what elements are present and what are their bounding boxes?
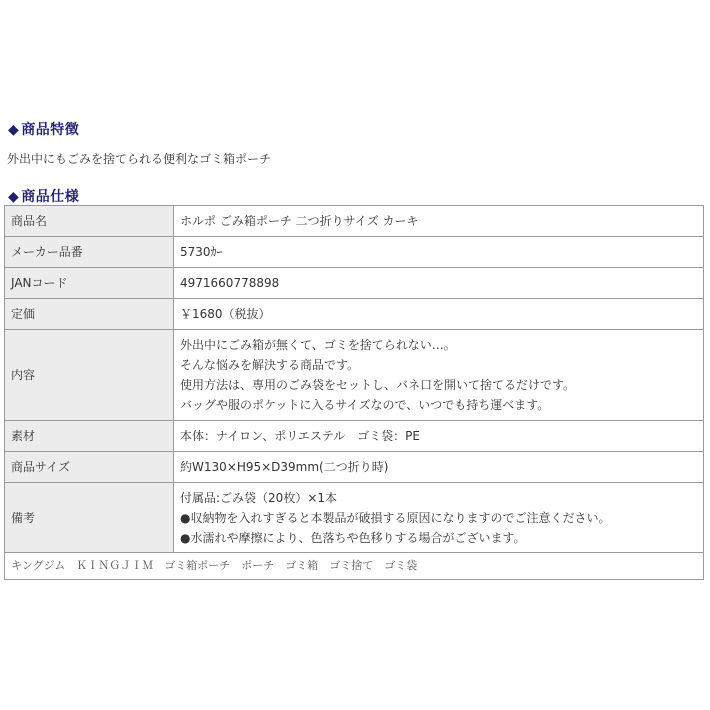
row-value-multiline — [174, 483, 704, 553]
section-title: 商品仕様 — [21, 189, 80, 205]
row-value: 約W130×H95×D39mm(二つ折り時) — [174, 452, 704, 483]
diamond-bullet-icon: ◆ — [8, 122, 20, 138]
row-value: 4971660778898 — [174, 268, 704, 299]
row-label: メーカー品番 — [5, 237, 174, 268]
note-line: ●水濡れや摩擦により、色落ちや色移りする場合がございます。 — [180, 530, 526, 545]
table-row — [5, 206, 704, 237]
row-label: JANコード — [5, 268, 174, 299]
table-row — [5, 483, 704, 553]
content-line: 外出中にごみ箱が無くて、ゴミを捨てられない…。 — [180, 338, 456, 352]
row-label: 定価 — [5, 299, 174, 330]
row-value-multiline — [174, 330, 704, 421]
section-heading-features — [8, 119, 79, 139]
row-value: ￥1680（税抜） — [174, 299, 704, 330]
feature-description: 外出中にもごみを捨てられる便利なゴミ箱ポーチ — [7, 152, 272, 166]
table-row — [5, 330, 704, 421]
spec-table — [4, 205, 704, 580]
diamond-bullet-icon: ◆ — [8, 189, 20, 205]
note-line: 付属品:ごみ袋（20枚）×1本 — [180, 490, 338, 505]
content-line: そんな悩みを解決する商品です。 — [180, 358, 360, 372]
table-row — [5, 299, 704, 330]
table-row — [5, 421, 704, 452]
row-label: 素材 — [5, 421, 174, 452]
row-label: 商品名 — [5, 206, 174, 237]
search-tags: キングジム ＫＩＮＧＪＩＭ ゴミ箱ポーチ ポーチ ゴミ箱 ゴミ捨て ゴミ袋 — [5, 553, 704, 580]
table-row — [5, 237, 704, 268]
row-label: 備考 — [5, 483, 174, 553]
row-value: ホルポ ごみ箱ポーチ 二つ折りサイズ カーキ — [174, 206, 704, 237]
row-value: 5730ｶｰ — [174, 237, 704, 268]
row-value: 本体：ナイロン、ポリエステル ゴミ袋：PE — [174, 421, 704, 452]
table-row — [5, 268, 704, 299]
note-line: ●収納物を入れすぎると本製品が破損する原因になりますのでご注意ください。 — [180, 510, 611, 525]
row-label: 内容 — [5, 330, 174, 421]
table-row — [5, 452, 704, 483]
content-line: 使用方法は、専用のごみ袋をセットし、バネ口を開いて捨てるだけです。 — [180, 378, 576, 392]
section-heading-specs — [8, 186, 79, 206]
section-title: 商品特徴 — [21, 122, 80, 138]
table-row — [5, 553, 704, 580]
content-line: バッグや服のポケットに入るサイズなので、いつでも持ち運べます。 — [180, 398, 550, 412]
row-label: 商品サイズ — [5, 452, 174, 483]
